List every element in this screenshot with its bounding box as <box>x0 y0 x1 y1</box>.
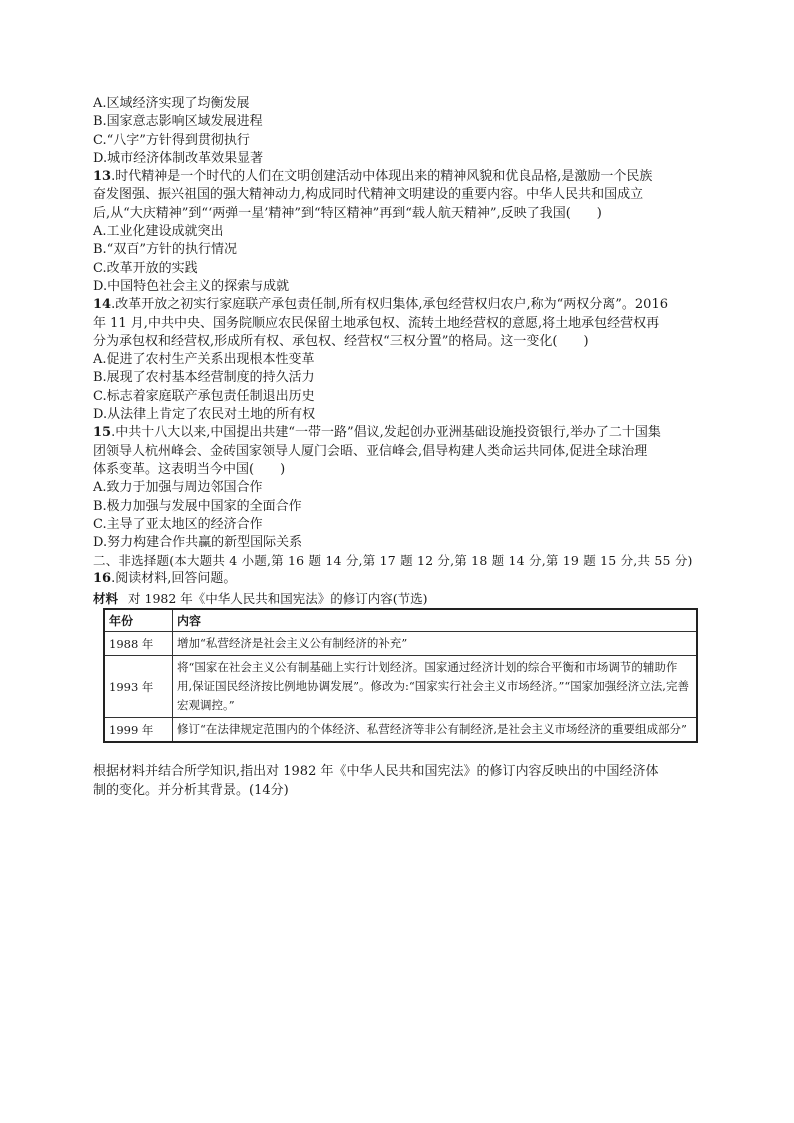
material-table <box>103 608 698 743</box>
q13-option-a: A.工业化建设成就突出 <box>93 224 224 240</box>
q15-number: 15 <box>93 425 112 441</box>
question-14 <box>93 296 703 424</box>
material-caption <box>93 589 703 608</box>
q14-option-a: A.促进了农村生产关系出现根本性变革 <box>93 352 315 368</box>
row-content: 将“国家在社会主义公有制基础上实行计划经济。国家通过经济计划的综合平衡和市场调节的辅助作用,保证国民经济按比例地协调发展”。修改为:“国家实行社会主义市场经济。”“国家加强经济立法,完善宏观调控。” <box>173 656 698 718</box>
q14-stem-line-2: 年 11 月,中共中央、国务院顺应农民保留土地承包权、流转土地经营权的意愿,将土地承包经营权再 <box>93 315 660 331</box>
q12-option-a: A.区域经济实现了均衡发展 <box>93 96 250 111</box>
q15-option-c: C.主导了亚太地区的经济合作 <box>93 516 263 532</box>
material-title: 对 1982 年《中华人民共和国宪法》的修订内容(节选) <box>128 591 428 607</box>
row-content: 增加“私营经济是社会主义公有制经济的补充” <box>173 632 698 656</box>
q13-option-c: C.改革开放的实践 <box>93 260 198 276</box>
exam-page <box>93 95 703 800</box>
q16-question-line-1: 根据材料并结合所学知识,指出对 1982 年《中华人民共和国宪法》的修订内容反映出的中国经济体 <box>93 764 659 780</box>
section-heading-non-choice: 二、非选择题(本大题共 4 小题,第 16 题 14 分,第 17 题 12 分,第 18 题 14 分,第 19 题 15 分,共 55 分) <box>93 553 693 569</box>
q14-option-c: C.标志着家庭联产承包责任制退出历史 <box>93 388 315 404</box>
q13-stem-line-3: 后,从“大庆精神”到“‘两弹一星’精神”到“特区精神”再到“载人航天精神”,反映了我国( ) <box>93 205 602 221</box>
row-year: 1993 年 <box>104 656 173 718</box>
q15-stem-line-1: 15.中共十八大以来,中国提出共建“一带一路”倡议,发起创办亚洲基础设施投资银行,举办了二十国集 <box>93 425 661 441</box>
table-row <box>104 718 697 743</box>
question-13 <box>93 168 703 296</box>
q14-stem-line-1: 14.改革开放之初实行家庭联产承包责任制,所有权归集体,承包经营权归农户,称为“两权分离”。2016 <box>93 297 668 313</box>
table-row <box>104 656 697 718</box>
q12-option-b: B.国家意志影响区域发展进程 <box>93 114 263 130</box>
q15-option-b: B.极力加强与发展中国家的全面合作 <box>93 498 302 514</box>
q14-number: 14 <box>93 297 112 313</box>
row-content: 修订“在法律规定范围内的个体经济、私营经济等非公有制经济,是社会主义市场经济的重要组成部分” <box>173 718 698 743</box>
question-15 <box>93 424 703 552</box>
header-content: 内容 <box>173 609 698 632</box>
q15-stem-line-3: 体系变革。这表明当今中国( ) <box>93 461 286 477</box>
q12-option-c: C.“八字”方针得到贯彻执行 <box>93 132 250 148</box>
q13-number: 13 <box>93 169 112 185</box>
question-16 <box>93 570 703 800</box>
q13-stem-line-2: 奋发图强、振兴祖国的强大精神动力,构成同时代精神文明建设的重要内容。中华人民共和国成立 <box>93 187 644 203</box>
q16-number: 16 <box>93 570 112 586</box>
table-row <box>104 632 697 656</box>
q15-option-a: A.致力于加强与周边邻国合作 <box>93 480 263 496</box>
q12-option-d: D.城市经济体制改革效果显著 <box>93 150 264 166</box>
header-year: 年份 <box>104 609 173 632</box>
q12-options <box>93 95 703 168</box>
row-year: 1988 年 <box>104 632 173 656</box>
q14-option-d: D.从法律上肯定了农民对土地的所有权 <box>93 407 316 423</box>
q14-option-b: B.展现了农村基本经营制度的持久活力 <box>93 370 315 386</box>
material-tag: 材料 <box>93 591 119 607</box>
q13-stem-line-1: 13.时代精神是一个时代的人们在文明创建活动中体现出来的精神风貌和优良品格,是激励一个民族 <box>93 169 653 185</box>
row-year: 1999 年 <box>104 718 173 743</box>
q14-stem-line-3: 分为承包权和经营权,形成所有权、承包权、经营权“三权分置”的格局。这一变化( ) <box>93 333 589 349</box>
q16-stem: 16.阅读材料,回答问题。 <box>93 570 237 586</box>
q13-option-b: B.“双百”方针的执行情况 <box>93 242 237 258</box>
q13-option-d: D.中国特色社会主义的探索与成就 <box>93 278 290 294</box>
q15-stem-line-2: 团领导人杭州峰会、金砖国家领导人厦门会晤、亚信峰会,倡导构建人类命运共同体,促进全球治理 <box>93 443 648 459</box>
q16-question <box>93 763 703 800</box>
q15-option-d: D.努力构建合作共赢的新型国际关系 <box>93 535 303 551</box>
q16-question-line-2: 制的变化。并分析其背景。(14分) <box>93 782 289 798</box>
table-header-row <box>104 609 697 632</box>
